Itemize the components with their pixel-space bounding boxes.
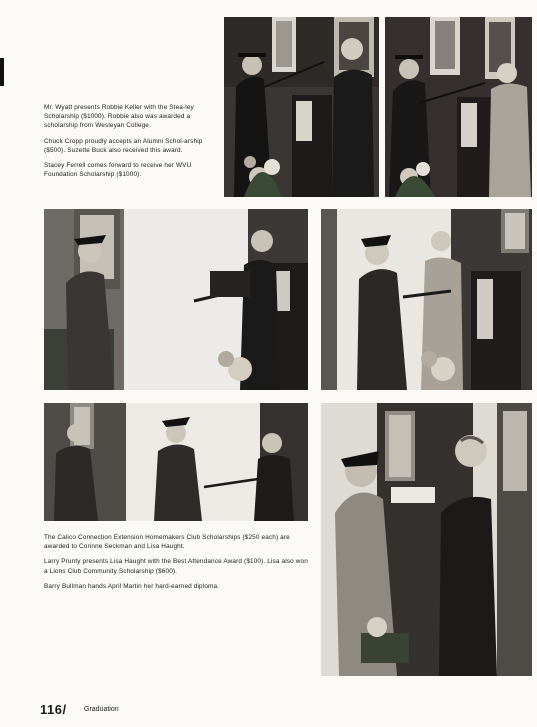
caption-block-top bbox=[44, 103, 214, 185]
photo-suzette-buck bbox=[321, 209, 532, 390]
folio-separator: / bbox=[62, 702, 67, 717]
photo-april-martin bbox=[321, 403, 532, 676]
photo-stacey-ferrell bbox=[44, 209, 308, 390]
caption-stacey-ferrell: Stacey Ferrell comes forward to receive her WVU Foundation Scholarship ($1000). bbox=[44, 162, 192, 179]
photo-wyatt-keller bbox=[224, 17, 379, 197]
page-edge-tab bbox=[0, 58, 4, 86]
caption-block-bottom bbox=[44, 533, 312, 597]
caption-calico-connection: The Calico Connection Extension Homemakers Club Scholarships ($250 each) are awarded to Corinne Seckman and Lisa Haught. bbox=[44, 534, 290, 551]
caption-wyatt-keller: Mr. Wyatt presents Robbie Keller with the Stea-ley Scholarship ($1000). Robbie also was awarded a scholarship from Wesleyan College. bbox=[44, 104, 194, 130]
section-label: Graduation bbox=[84, 706, 119, 713]
page-number: 116/ bbox=[40, 702, 67, 717]
caption-larry-prunty: Larry Prunty presents Lisa Haught with the Best Attendance Award ($100). Lisa also won a Lions Club Community Scholarship ($600). bbox=[44, 558, 308, 575]
photo-calico-connection bbox=[44, 403, 308, 521]
caption-chuck-cropp: Chuck Cropp proudly accepts an Alumni Schol-arship ($500). Suzette Buck also received this award. bbox=[44, 137, 203, 154]
photo-chuck-cropp bbox=[385, 17, 532, 197]
caption-barry-bullman: Barry Bullman hands April Martin her hard-earned diploma. bbox=[44, 582, 220, 590]
